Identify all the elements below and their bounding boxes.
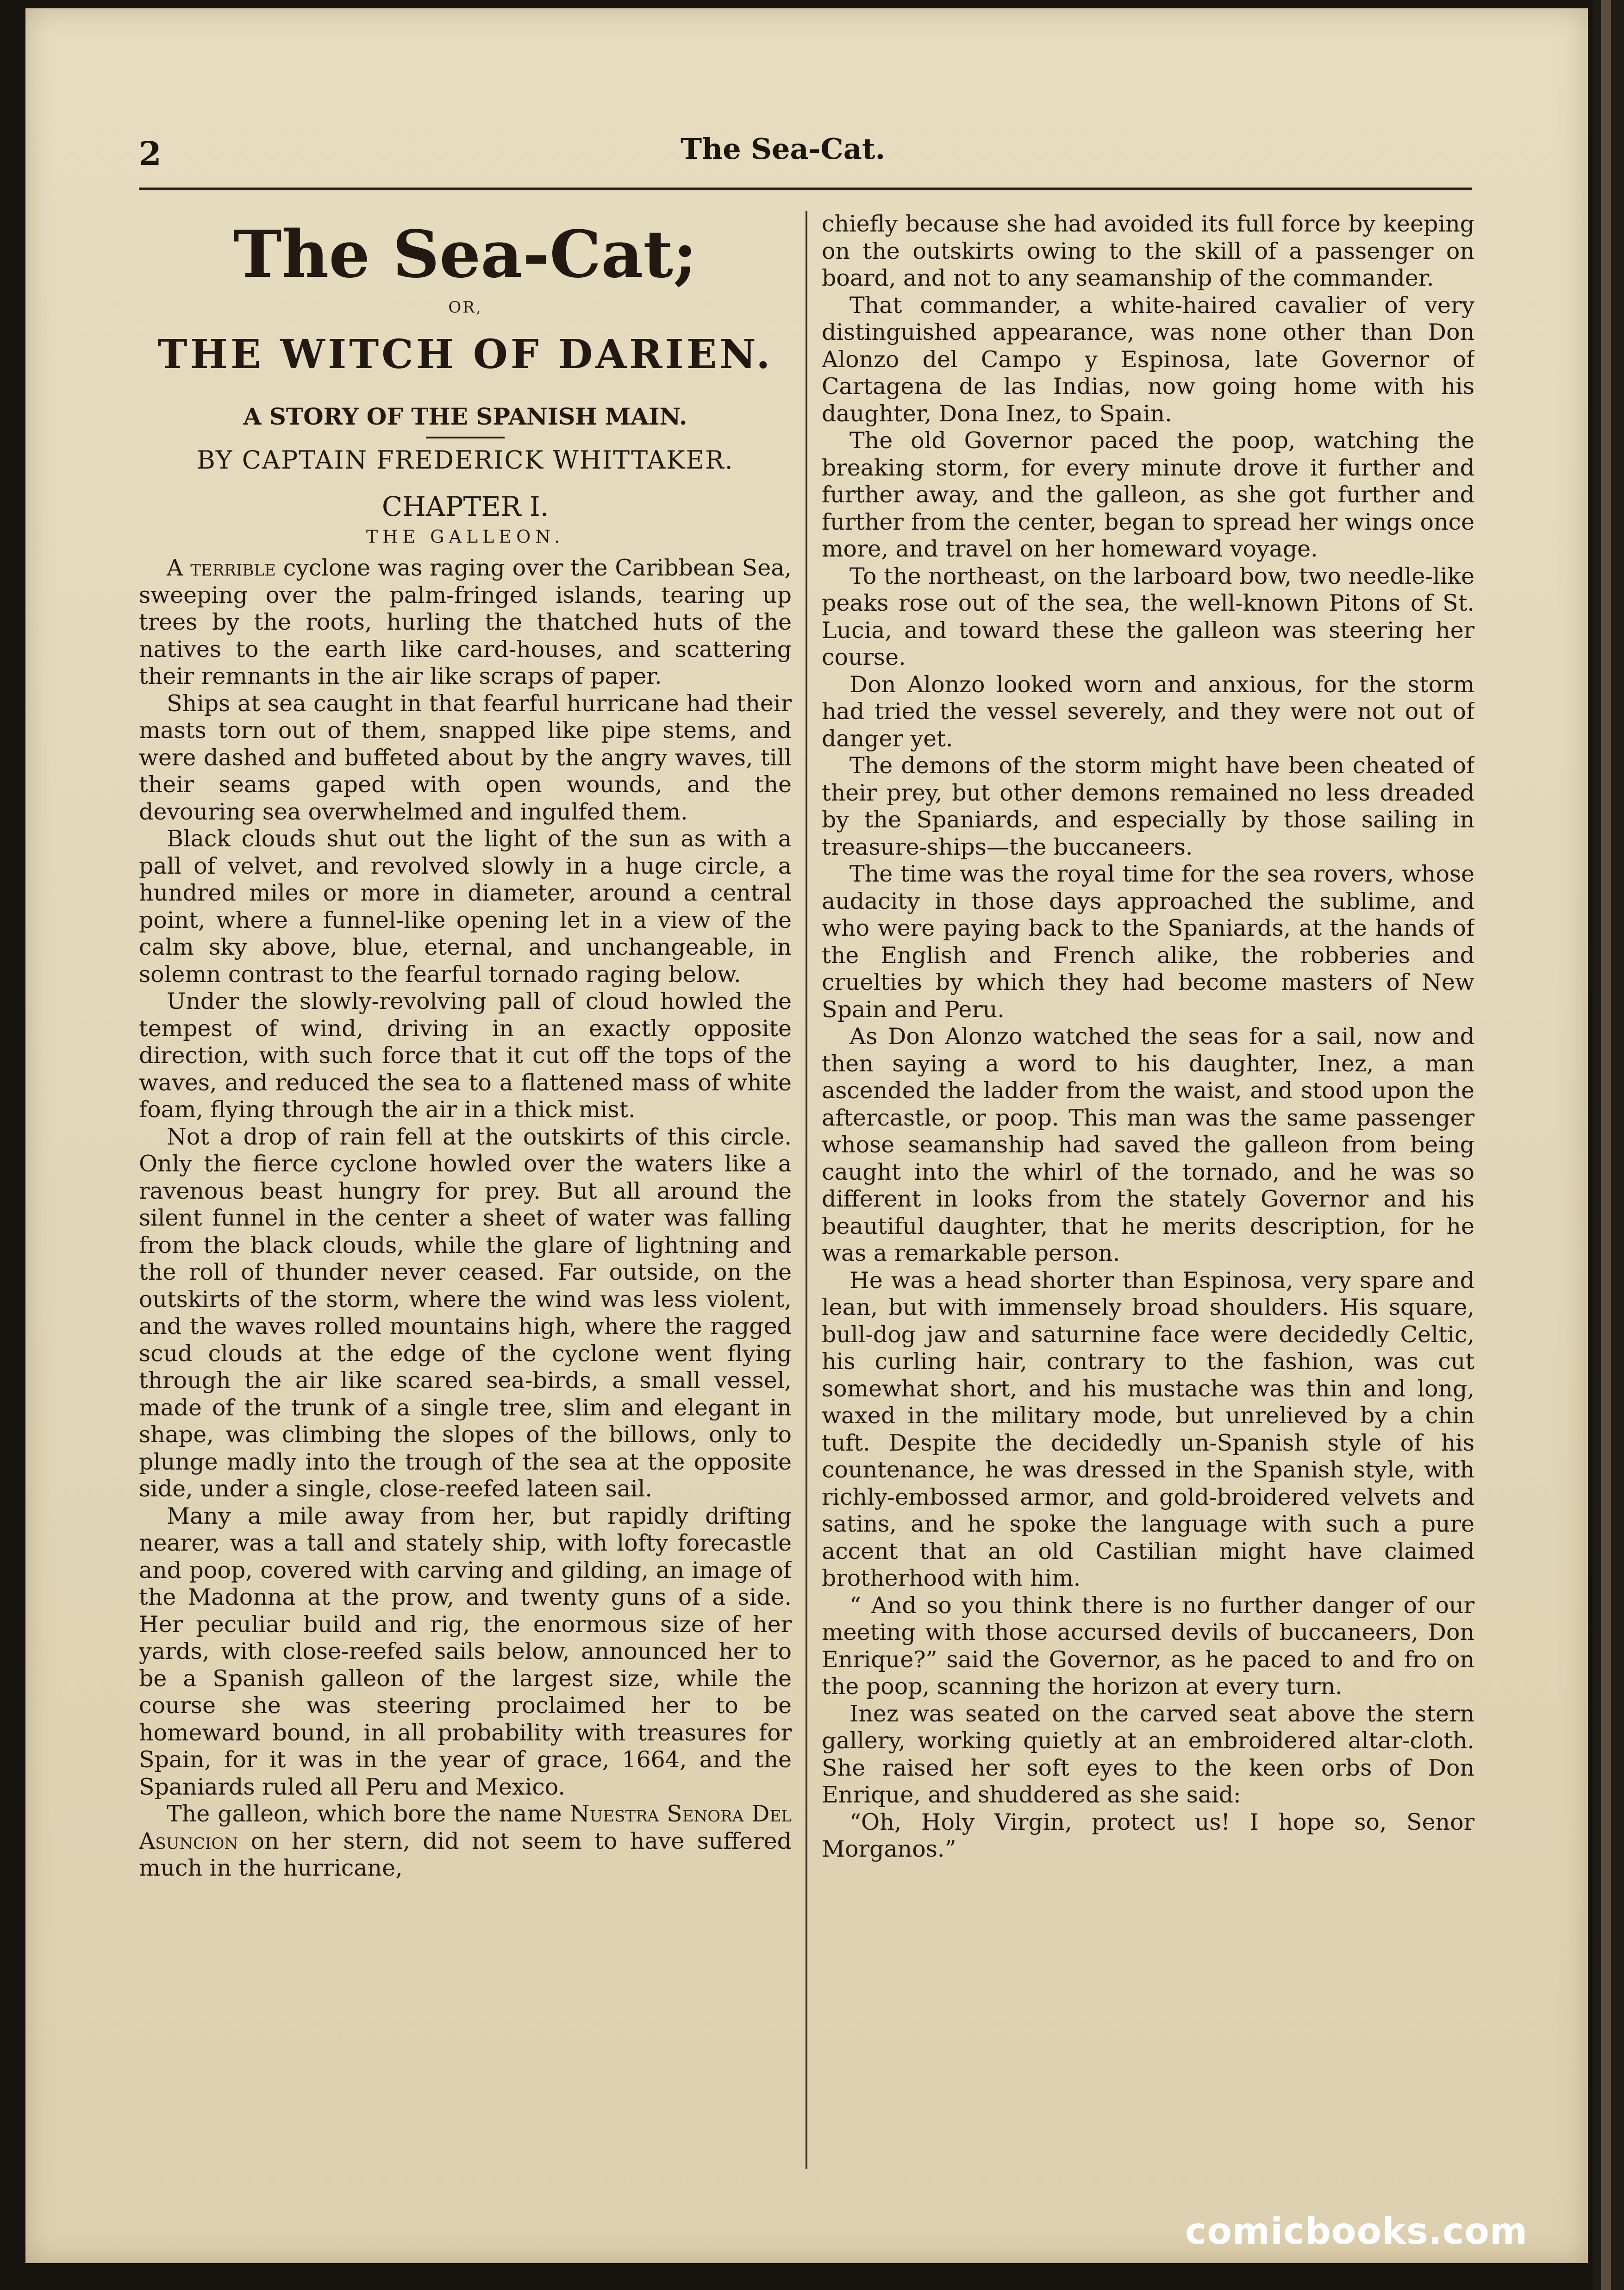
paragraph: Ships at sea caught in that fearful hurricane had their masts torn out of them, snapped like pipe stems, and were dashed and buffeted about by the angry waves, till their seams gaped with open wounds, and the devouring sea overwhelmed and ingulfed them. — [139, 690, 792, 825]
paragraph: The demons of the storm might have been cheated of their prey, but other demons remained no less dreaded by the Spaniards, and especially by those sailing in treasure-ships—the buccaneers. — [822, 752, 1474, 860]
paragraph: As Don Alonzo watched the seas for a sail, now and then saying a word to his daughter, Inez, a man ascended the ladder from the waist, and stood upon the aftercastle, or poop. This man was the same passenger whose seamanship had saved the galleon from being caught into the whirl of the tornado, and he was so different in looks from the stately Governor and his beautiful daughter, that he merits description, for he was a remarkable person. — [822, 1023, 1474, 1266]
column-rule — [806, 211, 807, 2169]
watermark-logo: comicbooks.com — [1185, 2211, 1528, 2252]
paragraph: To the northeast, on the larboard bow, two needle-like peaks rose out of the sea, the well-known Pitons of St. Lucia, and toward these the galleon was steering her course. — [822, 563, 1474, 670]
paragraph: “ And so you think there is no further danger of our meeting with those accursed devils of buccaneers, Don Enrique?” said the Governor, as he paced to and fro on the poop, scanning the horizon at every turn. — [822, 1592, 1474, 1700]
paragraph: Black clouds shut out the light of the sun as with a pall of velvet, and revolved slowly in a huge circle, a hundred miles or more in diameter, around a central point, where a funnel-like opening let in a view of the calm sky above, blue, eternal, and unchangeable, in solemn contrast to the fearful tornado raging below. — [139, 826, 792, 988]
story-tagline: A STORY OF THE SPANISH MAIN. — [243, 402, 687, 430]
story-subtitle: THE WITCH OF DARIEN. — [157, 331, 773, 378]
paragraph: The old Governor paced the poop, watching the breaking storm, for every minute drove it further and further away, and the galleon, as she got further and further from the center, began to spread her wings once more, and travel on her homeward voyage. — [822, 427, 1474, 562]
header-rule — [139, 188, 1472, 190]
story-byline: BY CAPTAIN FREDERICK WHITTAKER. — [197, 445, 734, 475]
paragraph: The time was the royal time for the sea rovers, whose audacity in those days approached the sublime, and who were paying back to the Spaniards, at the hands of the English and French alike, the robberies and cruelties by which they had become masters of New Spain and Peru. — [822, 861, 1474, 1023]
paragraph: Many a mile away from her, but rapidly drifting nearer, was a tall and stately ship, with lofty forecastle and poop, covered with carving and gilding, an image of the Madonna at the prow, and twenty guns of a side. Her peculiar build and rig, the enormous size of her yards, with close-reefed sails below, announced her to be a Spanish galleon of the largest size, while the course she was steering proclaimed her to be homeward bound, in all probability with treasures for Spain, for it was in the year of grace, 1664, and the Spaniards ruled all Peru and Mexico. — [139, 1502, 792, 1800]
paragraph: Under the slowly-revolving pall of cloud howled the tempest of wind, driving in an exactly opposite direction, with such force that it cut off the tops of the waves, and reduced the sea to a flattened mass of white foam, flying through the air in a thick mist. — [139, 988, 792, 1123]
paragraph: Don Alonzo looked worn and anxious, for the storm had tried the vessel severely, and they were not out of danger yet. — [822, 671, 1474, 752]
page-number: 2 — [139, 134, 162, 173]
paragraph: That commander, a white-haired cavalier of very distinguished appearance, was none other than Don Alonzo del Campo y Espinosa, late Governor of Cartagena de las Indias, now going home with his daughter, Dona Inez, to Spain. — [822, 292, 1474, 427]
title-divider — [426, 437, 505, 438]
left-column — [139, 211, 792, 2169]
paragraph: He was a head shorter than Espinosa, very spare and lean, but with immensely broad shoulders. His square, bull-dog jaw and saturnine face were decidedly Celtic, his curling hair, contrary to the fashion, was cut somewhat short, and his mustache was thin and long, waxed in the military mode, but unrelieved by a chin tuft. Despite the decidedly un-Spanish style of his countenance, he was dressed in the Spanish style, with richly-embossed armor, and gold-broidered velvets and satins, and he spoke the language with such a pure accent that an old Castilian might have claimed brotherhood with him. — [822, 1267, 1474, 1591]
title-or: OR, — [448, 298, 482, 317]
binding-edge — [1593, 0, 1624, 2290]
paragraph: A terrible cyclone was raging over the Caribbean Sea, sweeping over the palm-fringed islands, tearing up trees by the roots, hurling the thatched huts of the natives to the earth like card-houses, and scattering their remnants in the air like scraps of paper. — [139, 555, 792, 689]
chapter-heading: CHAPTER I. — [381, 490, 549, 522]
paragraph: The galleon, which bore the name Nuestra Senora Del Asuncion on her stern, did not seem to have suffered much in the hurricane, — [139, 1801, 792, 1881]
chapter-title: THE GALLEON. — [366, 526, 565, 547]
right-column — [822, 211, 1474, 2169]
paragraph: “Oh, Holy Virgin, protect us! I hope so, Senor Morganos.” — [822, 1808, 1474, 1862]
paragraph: Inez was seated on the carved seat above the stern gallery, working quietly at an embroidered altar-cloth. She raised her soft eyes to the keen orbs of Don Enrique, and shuddered as she said: — [822, 1700, 1474, 1808]
ship-name: Nuestra Senora Del Asuncion — [139, 1801, 792, 1854]
running-title: The Sea-Cat. — [681, 132, 886, 166]
paragraph: chiefly because she had avoided its full force by keeping on the outskirts owing to the skill of a passenger on board, and not to any seamanship of the commander. — [822, 211, 1474, 291]
paragraph: Not a drop of rain fell at the outskirts of this circle. Only the fierce cyclone howled over the waters like a ravenous beast hungry for prey. But all around the silent funnel in the center a sheet of water was falling from the black clouds, while the glare of lightning and the roll of thunder never ceased. Far outside, on the outskirts of the storm, where the wind was less violent, and the waves rolled mountains high, where the ragged scud clouds at the edge of the cyclone went flying through the air like scared sea-birds, a small vessel, made of the trunk of a single tree, slim and elegant in shape, was climbing the slopes of the billows, only to plunge madly into the trough of the sea at the opposite side, under a single, close-reefed lateen sail. — [139, 1123, 792, 1502]
story-title: The Sea-Cat; — [233, 217, 697, 293]
drop-lead: A terrible — [167, 555, 276, 581]
